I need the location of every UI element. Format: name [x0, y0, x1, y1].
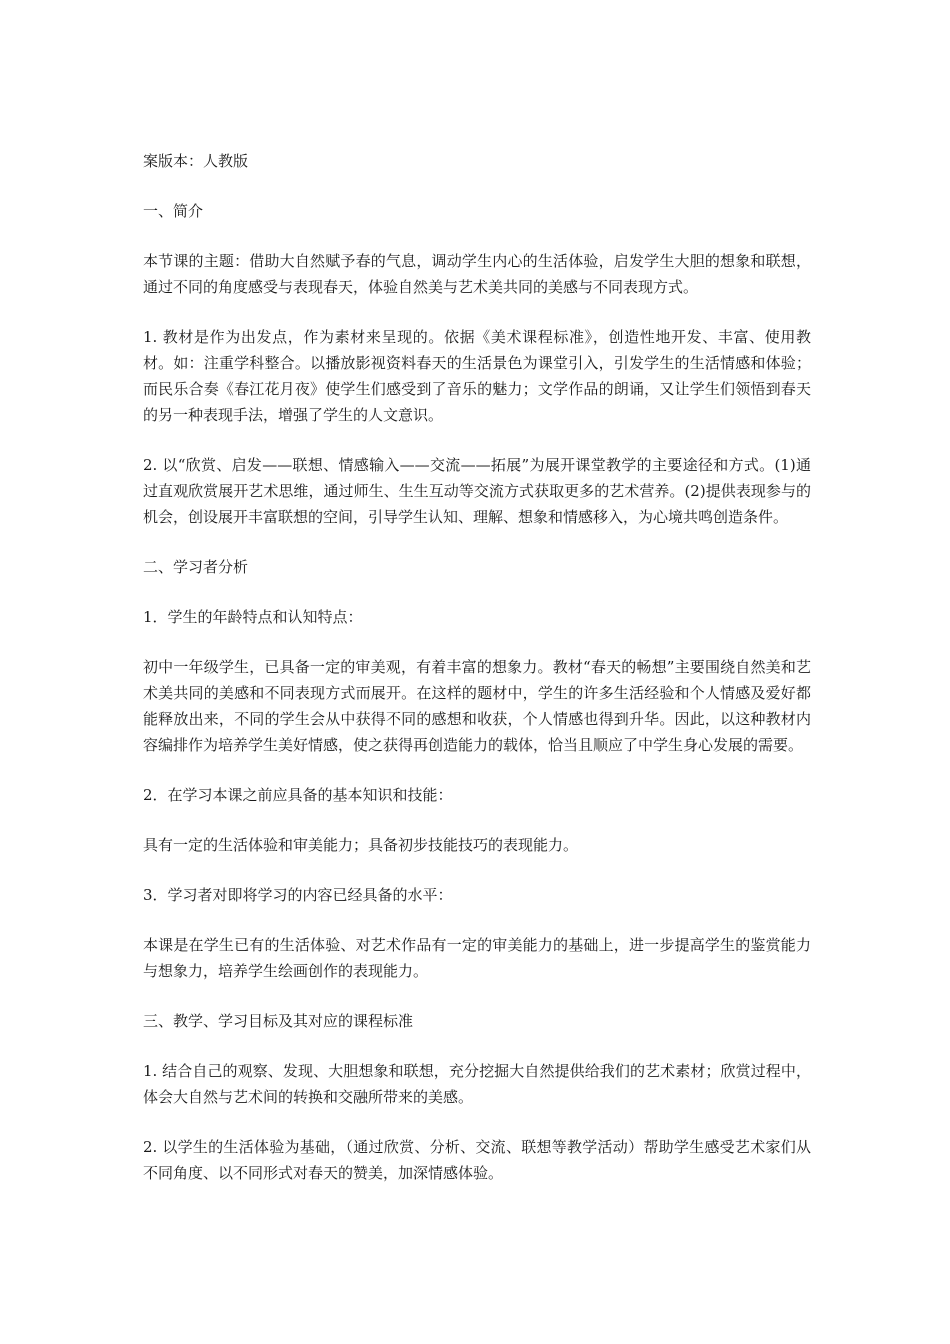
lesson-theme-paragraph: 本节课的主题：借助大自然赋予春的气息，调动学生内心的生活体验，启发学生大胆的想象和联想，通过不同的角度感受与表现春天，体验自然美与艺术美共同的美感与不同表现方式。: [143, 252, 811, 296]
age-characteristics-paragraph: 初中一年级学生，已具备一定的审美观，有着丰富的想象力。教材“春天的畅想”主要围绕自然美和艺术美共同的美感和不同表现方式而展开。在这样的题材中，学生的许多生活经验和个人情感及爱好都能释放出来，不同的学生会从中获得不同的感想和收获，个人情感也得到升华。因此，以这种教材内容编排作为培养学生美好情感，使之获得再创造能力的载体，恰当且顺应了中学生身心发展的需要。: [143, 658, 811, 754]
section-heading-introduction: 一、简介: [143, 202, 204, 220]
subheading-prior-knowledge: 2．在学习本课之前应具备的基本知识和技能：: [143, 786, 453, 804]
teaching-approach-paragraph: 2. 以“欣赏、启发——联想、情感输入——交流——拓展”为展开课堂教学的主要途径和方式。(1)通过直观欣赏展开艺术思维，通过师生、生生互动等交流方式获取更多的艺术营养。(2)提供表现参与的机会，创设展开丰富联想的空间，引导学生认知、理解、想象和情感移入，为心境共鸣创造条件。: [143, 456, 811, 526]
subheading-age-characteristics: 1．学生的年龄特点和认知特点：: [143, 608, 363, 626]
textbook-paragraph: 1. 教材是作为出发点，作为素材来呈现的。依据《美术课程标准》，创造性地开发、丰富、使用教材。如：注重学科整合。以播放影视资料春天的生活景色为课堂引入，引发学生的生活情感和体验；而民乐合奏《春江花月夜》使学生们感受到了音乐的魅力；文学作品的朗诵，又让学生们领悟到春天的另一种表现手法，增强了学生的人文意识。: [143, 328, 811, 424]
section-heading-learner-analysis: 二、学习者分析: [143, 558, 249, 576]
prior-knowledge-paragraph: 具有一定的生活体验和审美能力；具备初步技能技巧的表现能力。: [143, 836, 579, 854]
edition-line: 案版本：人教版: [143, 152, 249, 170]
current-level-paragraph: 本课是在学生已有的生活体验、对艺术作品有一定的审美能力的基础上，进一步提高学生的鉴赏能力与想象力，培养学生绘画创作的表现能力。: [143, 936, 811, 980]
section-heading-objectives: 三、教学、学习目标及其对应的课程标准: [143, 1012, 414, 1030]
subheading-current-level: 3．学习者对即将学习的内容已经具备的水平：: [143, 886, 453, 904]
objective-1-paragraph: 1. 结合自己的观察、发现、大胆想象和联想，充分挖掘大自然提供给我们的艺术素材；欣赏过程中，体会大自然与艺术间的转换和交融所带来的美感。: [143, 1062, 811, 1106]
document-body: [143, 148, 811, 1210]
objective-2-paragraph: 2. 以学生的生活体验为基础，（通过欣赏、分析、交流、联想等教学活动）帮助学生感受艺术家们从不同角度、以不同形式对春天的赞美，加深情感体验。: [143, 1138, 811, 1182]
